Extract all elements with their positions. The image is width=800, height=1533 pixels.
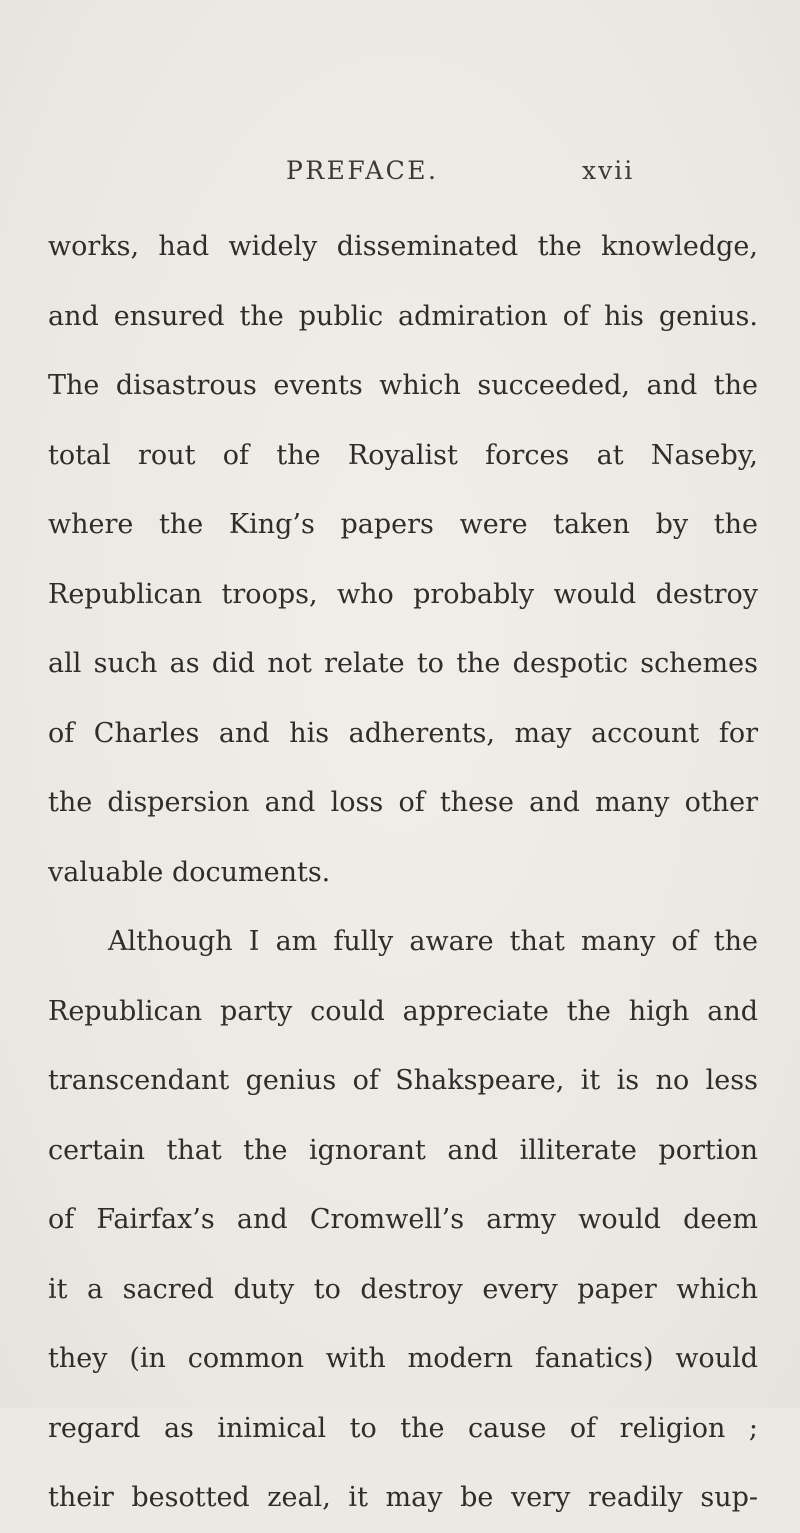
text-line: where the King’s papers were taken by the [48, 509, 758, 540]
body-text [48, 212, 758, 1533]
text-line: total rout of the Royalist forces at Naseby, [48, 439, 758, 471]
text-line: and ensured the public admiration of his genius. [48, 300, 758, 332]
text-line: the dispersion and loss of these and many other [48, 787, 758, 818]
text-line: regard as inimical to the cause of religion ; [48, 1412, 758, 1444]
text-line: The disastrous events which succeeded, and the [48, 370, 758, 401]
text-line: of Fairfax’s and Cromwell’s army would deem [48, 1204, 758, 1235]
paragraph-end-line: valuable documents. [48, 856, 331, 888]
text-line: they (in common with modern fanatics) would [48, 1343, 758, 1374]
text-line: their besotted zeal, it may be very readily sup- [48, 1482, 758, 1513]
text-line: Republican troops, who probably would destroy [48, 578, 758, 610]
paragraph-start-line: Although I am fully aware that many of the [108, 926, 758, 957]
text-line: works, had widely disseminated the knowledge, [48, 231, 758, 262]
text-line: of Charles and his adherents, may account for [48, 717, 758, 749]
page-number: xvii [582, 156, 635, 185]
text-line: Republican party could appreciate the high and [48, 995, 758, 1027]
text-line: certain that the ignorant and illiterate portion [48, 1134, 758, 1166]
running-head [0, 156, 800, 196]
page-title: PREFACE. [286, 156, 439, 185]
text-line: all such as did not relate to the despotic schemes [48, 648, 758, 679]
text-line: it a sacred duty to destroy every paper which [48, 1273, 758, 1305]
text-line: transcendant genius of Shakspeare, it is no less [48, 1065, 758, 1096]
